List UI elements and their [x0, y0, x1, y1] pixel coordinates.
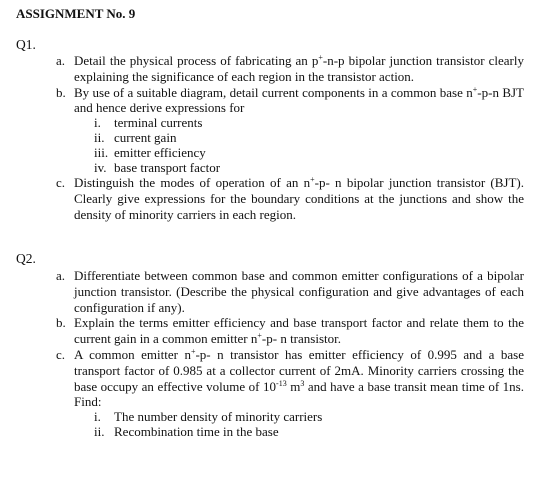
list-item: ii. Recombination time in the base — [94, 423, 279, 439]
q1-part-a — [56, 53, 524, 85]
q2-part-c-text: A common emitter n+-p- n transistor has emitter efficiency of 0.995 and a base transport factor of 0.985 at a collector current of 2mA. Minority carriers crossing the base occupy an effective volume of $10^{-13}$ $m^3$ and have a base transit mean time of 1ns. Find: — [74, 346, 524, 410]
list-item: iii. emitter efficiency — [94, 144, 206, 160]
question-2-label: Q2. — [16, 251, 36, 266]
q2-part-c-label: c. — [56, 346, 66, 362]
question-2-block — [56, 268, 524, 440]
list-item: iv. base transport factor — [94, 159, 221, 175]
q2-part-c-list — [56, 410, 524, 440]
q1-part-b-label: b. — [56, 84, 66, 100]
q2-part-a — [56, 268, 524, 315]
q1-part-a-label: a. — [56, 53, 66, 68]
q1-part-b-list — [56, 116, 524, 175]
q2-part-a-text: Differentiate between common base and common emitter configurations of a bipolar junction transistor. (Describe the physical configuration and give advantages of each configuration if any). — [74, 268, 524, 315]
q2-part-c — [56, 347, 524, 410]
q1-part-c-text: Distinguish the modes of operation of an n+-p- n bipolar junction transistor (BJT). Clearly give expressions for the boundary conditions at the junctions and show the density of minority carriers in each region. — [74, 175, 524, 222]
question-1-block — [56, 53, 524, 223]
q2-part-b-label: b. — [56, 315, 66, 331]
question-1-label: Q1. — [16, 37, 36, 52]
q1-part-b — [56, 85, 524, 117]
document-title: ASSIGNMENT No. 9 — [16, 6, 136, 21]
q1-part-a-text: Detail the physical process of fabricating an p+-n-p bipolar junction transistor clearly explaining the significance of each region in the transistor action. — [74, 53, 524, 84]
q2-part-b — [56, 315, 524, 347]
q1-part-c — [56, 175, 524, 222]
list-item: ii. current gain — [94, 129, 177, 145]
list-item: i. terminal currents — [94, 115, 203, 131]
q1-part-c-label: c. — [56, 175, 66, 191]
list-item: i. The number density of minority carriers — [94, 409, 323, 425]
q1-part-b-text: By use of a suitable diagram, detail current components in a common base n+-p-n BJT and hence derive expressions for — [74, 84, 524, 116]
q2-part-b-text: Explain the terms emitter efficiency and base transport factor and relate them to the current gain in a common emitter n+-p- n transistor. — [74, 315, 524, 347]
q2-part-a-label: a. — [56, 268, 66, 283]
